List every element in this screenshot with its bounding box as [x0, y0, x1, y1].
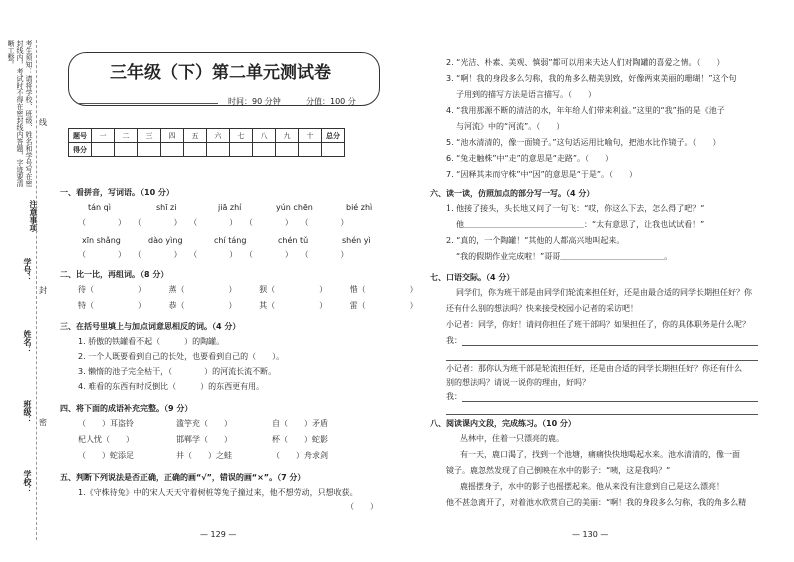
score-cell: 十: [299, 129, 322, 143]
pinyin-item: xīn shǎng: [82, 236, 121, 245]
idiom-item[interactable]: （ ）舟求剑: [272, 451, 328, 460]
seal-char-mi: 密: [39, 418, 47, 427]
judge-item[interactable]: 6. “兔走触株”中“走”的意思是“走路”。（ ）: [446, 154, 614, 163]
s7-item: 还有什么别的想法吗？快来接受校园小记者的采访吧！: [446, 304, 638, 313]
notice-title: 注意事项: [29, 200, 38, 232]
compare-close: ）: [138, 285, 146, 294]
seal-line: [36, 40, 37, 540]
page-title: 三年级（下）第二单元测试卷: [110, 63, 331, 83]
score-cell: 三: [138, 129, 161, 143]
pinyin-item: jiā zhí: [218, 203, 242, 212]
s3-item[interactable]: 2. 一个人既要看到自己的长处，也要看到自己的（ ）。: [78, 352, 285, 361]
answer-line[interactable]: [446, 360, 758, 361]
judge-item[interactable]: 5. “池水清清的，像一面镜子。”这句话运用比喻句，把池水比作镜子。（ ）: [446, 138, 721, 147]
judge-answer-1[interactable]: （ ）: [346, 502, 378, 511]
score-input[interactable]: [230, 143, 253, 157]
judge-item[interactable]: 与河流》中的“河流”。（ ）: [456, 122, 565, 131]
score-input[interactable]: [322, 143, 345, 157]
reading-line: 镜子。鹿忽然发现了自己倒映在水中的影子：“咦，这是我吗？”: [446, 466, 671, 475]
judge-item-1: 1.《守株待兔》中的宋人天天守着树桩等兔子撞过来，他不想劳动，只想收获。: [78, 488, 358, 497]
pinyin-item: dào yìng: [148, 236, 183, 245]
section-7-heading: 七、口语交际。（4 分）: [430, 273, 515, 282]
s6-item[interactable]: 他＿＿＿＿＿＿＿＿＿＿＿＿＿＿＿：“太有意思了，让我也试试看！”: [456, 220, 705, 229]
score-input[interactable]: [161, 143, 184, 157]
reading-line: 他不甚急离开了，对着池水欣赏自己的美丽：“啊！我的身段多么匀称，我的角多么精: [446, 498, 747, 507]
score-cell: 五: [184, 129, 207, 143]
score-text: 分值：100 分: [306, 97, 356, 106]
seal-char-xian: 线: [39, 118, 47, 127]
school-label: 学校：: [23, 470, 32, 494]
score-input[interactable]: [207, 143, 230, 157]
idiom-item[interactable]: 杯（ ）蛇影: [272, 435, 328, 444]
s6-item: 2. “真的，一个陶罐！”其他的人都高兴地叫起来。: [446, 236, 625, 245]
score-cell: 四: [161, 129, 184, 143]
compare-char: 蒸（: [168, 285, 185, 294]
compare-char: 狈（: [259, 285, 276, 294]
score-input[interactable]: [299, 143, 322, 157]
s7-item-5: 别的想法吗？请说一说你的理由，好吗？: [446, 378, 590, 387]
judge-item[interactable]: 7. “因释其耒而守株”中“因”的意思是“于是”。（ ）: [446, 170, 638, 179]
answer-line[interactable]: [462, 345, 758, 346]
compare-close: ）: [138, 301, 146, 310]
time-text: 时间：90 分钟: [228, 97, 281, 106]
score-input[interactable]: [115, 143, 138, 157]
judge-item: 3. “啊！我的身段多么匀称，我的角多么精美别致，好像两束美丽的珊瑚！”这个句: [446, 74, 737, 83]
class-label: 班级：: [23, 400, 32, 424]
score-input[interactable]: [92, 143, 115, 157]
compare-char: 雷（: [349, 301, 366, 310]
score-input[interactable]: [276, 143, 299, 157]
pinyin-item: chí táng: [214, 236, 247, 245]
score-cell: 题号: [69, 129, 92, 143]
answer-row-2[interactable]: （ ） （ ） （ ） （ ） （ ）: [78, 250, 349, 259]
pinyin-item: chén tǔ: [278, 236, 309, 245]
s7-item-4: 小记者：那你认为班干部是轮流担任好，还是由合适的同学长期担任好？你还有什么: [446, 364, 742, 373]
score-table-score-row: [69, 143, 345, 157]
compare-close: ）: [409, 301, 418, 310]
idiom-item[interactable]: 邯郸学（ ）: [176, 435, 232, 444]
score-table: [68, 128, 345, 157]
s3-item[interactable]: 4. 难看的东西有时反倒比（ ）的东西更有用。: [78, 382, 265, 391]
compare-row[interactable]: [78, 285, 418, 295]
pinyin-item: shén yì: [342, 236, 371, 245]
answer-line[interactable]: [446, 414, 758, 415]
section-4-heading: 四、将下面的成语补充完整。（9 分）: [60, 404, 193, 413]
reading-line: 丛林中，住着一只漂亮的鹿。: [460, 434, 564, 443]
compare-char: 特（: [78, 301, 94, 310]
id-label: 学号：: [23, 258, 32, 282]
score-cell: 九: [276, 129, 299, 143]
pinyin-item: bié zhì: [346, 203, 373, 212]
compare-char: 其（: [259, 301, 276, 310]
idiom-item[interactable]: （ ）蛇添足: [78, 451, 134, 460]
judge-item[interactable]: 2. “光洁、朴素、美观、慎弱”都可以用来夫达人们对陶罐的喜爱之情。（ ）: [446, 58, 725, 67]
idiom-item[interactable]: （ ）耳盗铃: [78, 419, 134, 428]
s6-item[interactable]: “我的假期作业完成啦！”哥哥＿＿＿＿＿＿＿＿＿＿＿＿＿。: [456, 252, 673, 261]
section-2-heading: 二、比一比，再组词。（8 分）: [60, 270, 169, 279]
idiom-item[interactable]: 滥竽充（ ）: [176, 419, 232, 428]
answer-row-1[interactable]: （ ） （ ） （ ） （ ） （ ）: [78, 218, 349, 227]
s3-item[interactable]: 1. 骄傲的铁罐看不起（ ）的陶罐。: [78, 337, 225, 346]
score-input[interactable]: [253, 143, 276, 157]
score-input[interactable]: [138, 143, 161, 157]
s7-item: 小记者：同学，你好！请问你担任了班干部吗？如果担任了，你的具体职务是什么呢？: [446, 320, 750, 329]
compare-close: ）: [228, 285, 237, 294]
compare-row[interactable]: [78, 301, 418, 311]
name-label: 姓名：: [23, 330, 32, 354]
score-cell: 二: [115, 129, 138, 143]
s7-item-6: 我：: [446, 392, 462, 401]
page-number-right: — 130 —: [572, 530, 609, 539]
s7-item: 同学们，你为班干部是由同学们轮流来担任好，还是由最合适的同学长期担任好？你: [456, 288, 752, 297]
reading-line: 鹿摇摆身子，水中的影子也摇摆起来。他从来没有注意到自己是这么漂亮！: [460, 482, 724, 491]
compare-close: ）: [228, 301, 237, 310]
compare-close: ）: [409, 285, 418, 294]
s6-item: 1. 他接了接头，头长地又问了一句飞：“哎，你这么下去，怎么得了吧？”: [446, 204, 705, 213]
compare-char: 待（: [78, 285, 94, 294]
idiom-item[interactable]: 井（ ）之蛙: [176, 451, 232, 460]
reading-line: 有一天，鹿口渴了，找到一个池塘，痛痛快快地喝起水来。池水清清的，像一面: [460, 450, 740, 459]
score-input[interactable]: [184, 143, 207, 157]
answer-line[interactable]: [462, 401, 758, 402]
s3-item[interactable]: 3. 懒惰的池子完全枯干，（ ）的河流长流不断。: [78, 367, 277, 376]
section-3-heading: 三、在括号里填上与加点词意思相反的词。（4 分）: [60, 322, 241, 331]
section-6-heading: 六、读一读，仿照加点的部分写一写。（4 分）: [430, 189, 595, 198]
judge-item[interactable]: 子用到的描写方法是语言描写。（ ）: [456, 90, 596, 99]
section-5-heading: 五、判断下列说法是否正确，正确的画“√”，错误的画“×”。（7 分）: [60, 473, 306, 482]
section-8-heading: 八、阅读课内文段，完成练习。（10 分）: [430, 419, 576, 428]
score-cell: 八: [253, 129, 276, 143]
pinyin-item: shī zi: [156, 203, 177, 212]
score-cell: 总分: [322, 129, 345, 143]
pinyin-item: yún chēn: [276, 203, 313, 212]
compare-char: 惜（: [349, 285, 366, 294]
score-cell: 六: [207, 129, 230, 143]
score-table-header-row: [69, 129, 345, 143]
judge-item: 4. “我用那源不断的清洁的水，年年给人们带来利益。”这里的“我”指的是《池子: [446, 106, 725, 115]
page-number-left: — 129 —: [200, 530, 237, 539]
pinyin-item: tán qì: [88, 203, 111, 212]
title-underline: [78, 103, 218, 104]
idiom-item[interactable]: 杞人忧（ ）: [78, 435, 134, 444]
idiom-item[interactable]: 自（ ）矛盾: [272, 419, 328, 428]
exam-notice: 考生须知：请将学校、班级、姓名和学号写在密封线内，考试时不得在密封线内答题，字迹要清晰工整。: [7, 40, 33, 187]
section-1-heading: 一、看拼音，写词语。（10 分）: [60, 188, 174, 197]
compare-char: 恭（: [168, 301, 185, 310]
score-label: 得分: [69, 143, 92, 157]
s7-item: 我：: [446, 336, 462, 345]
score-cell: 七: [230, 129, 253, 143]
score-cell: 一: [92, 129, 115, 143]
compare-close: ）: [319, 301, 328, 310]
compare-close: ）: [319, 285, 328, 294]
seal-char-feng: 封: [39, 286, 47, 295]
